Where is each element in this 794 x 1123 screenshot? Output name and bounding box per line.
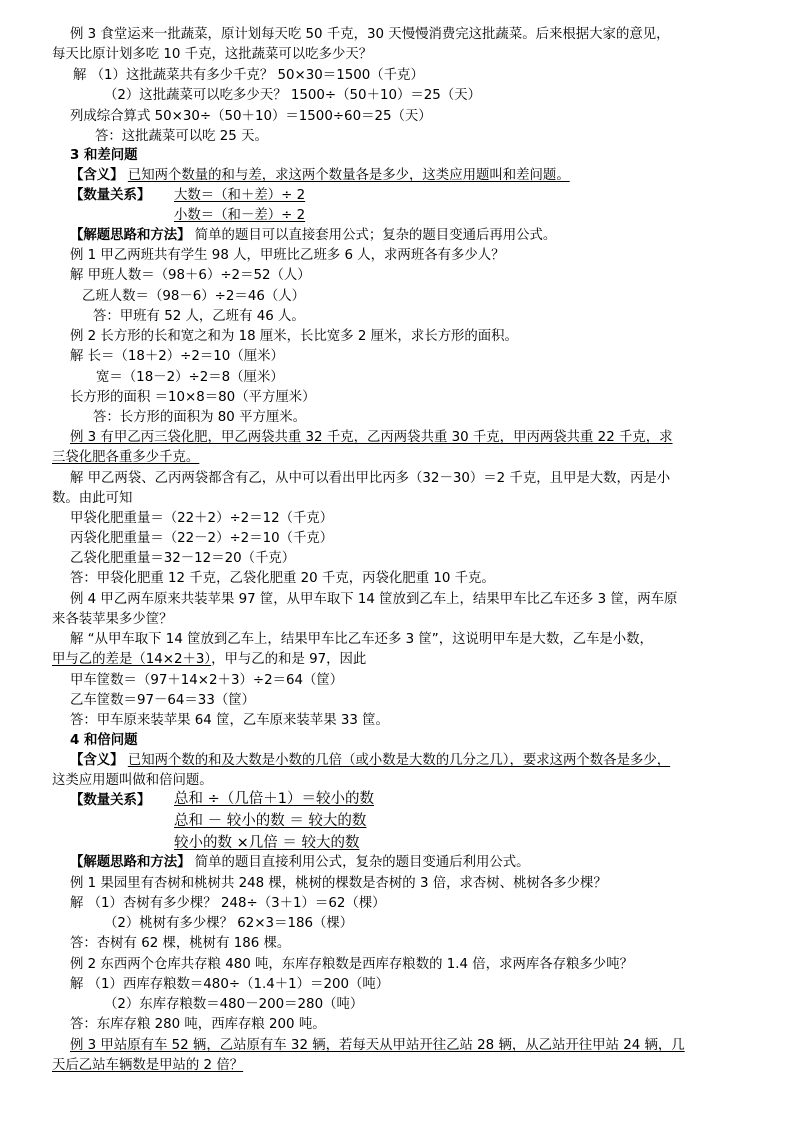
solution-step: 甲袋化肥重量＝（22＋2）÷2＝12（千克） [70,511,334,526]
relation-tag: 【数量关系】 [70,188,151,203]
solution-step: （2）桃树有多少棵？ 62×3＝186（棵） [104,916,354,931]
example-3: 例 3 有甲乙丙三袋化肥，甲乙两袋共重 32 千克，乙丙两袋共重 30 千克，甲丙两袋共重 22 千克，求 [70,430,673,445]
answer: 答：长方形的面积为 80 平方厘米。 [93,410,307,425]
definition [70,166,570,186]
solution-step: 解 长＝（18＋2）÷2＝10（厘米） [70,349,284,364]
relation [70,791,150,811]
example-3-cont: 三袋化肥各重多少千克。 [52,450,200,465]
answer: 答：甲袋化肥重 12 千克，乙袋化肥重 20 千克，丙袋化肥重 10 千克。 [70,571,495,586]
solution-step: 解 （1）这批蔬菜共有多少千克？ 50×30＝1500（千克） [73,68,424,83]
relation [70,186,150,206]
example-3: 例 3 甲站原有车 52 辆，乙站原有车 32 辆，若每天从甲站开往乙站 28 辆，从乙站开往甲站 24 辆，几 [70,1038,685,1053]
example-3-text-cont: 每天比原计划多吃 10 千克，这批蔬菜可以吃多少天？ [52,47,373,62]
answer: 答：这批蔬菜可以吃 25 天。 [95,129,268,144]
solution-step: 宽＝（18－2）÷2＝8（厘米） [96,370,284,385]
formula-small: 小数＝（和－差）÷ 2 [174,208,306,223]
relation-tag: 【数量关系】 [70,793,151,808]
method-tag: 【解题思路和方法】 [70,855,191,870]
sum-phrase: ，甲与乙的和是 97，因此 [211,652,367,667]
formula-big: 大数＝（和＋差）÷ 2 [174,188,306,203]
definition [70,751,670,771]
answer: 答：东库存粮 280 吨，西库存粮 200 吨。 [70,1017,326,1032]
solution-step: 甲车筐数＝（97＋14×2＋3）÷2＝64（筐） [70,673,344,688]
method [70,226,556,246]
method-tag: 【解题思路和方法】 [70,228,191,243]
solution-step: 乙袋化肥重量＝32－12＝20（千克） [70,551,296,566]
method-text: 简单的题目可以直接套用公式；复杂的题目变通后再用公式。 [194,228,557,243]
section-heading: 3 和差问题 [70,148,138,163]
example-2: 例 2 东西两个仓库共存粮 480 吨，东库存粮数是西库存粮数的 1.4 倍，求两库各存粮多少吨？ [70,957,633,972]
solution-step: 解 （1）杏树有多少棵？ 248÷（3＋1）＝62（棵） [70,896,386,911]
example-3-text: 例 3 食堂运来一批蔬菜，原计划每天吃 50 千克，30 天慢慢消费完这批蔬菜。后来根据大家的意见， [70,27,670,42]
solution-step: 丙袋化肥重量＝（22－2）÷2＝10（千克） [70,531,334,546]
example-4: 例 4 甲乙两车原来共装苹果 97 筐，从甲车取下 14 筐放到乙车上，结果甲车比乙车还多 3 筐，两车原 [70,592,678,607]
solution-step: 长方形的面积 ＝10×8＝80（平方厘米） [70,390,316,405]
section-heading: 4 和倍问题 [70,733,138,748]
solution-step: （2）东库存粮数＝480－200＝280（吨） [104,997,364,1012]
solution-step: 解 （1）西库存粮数＝480÷（1.4＋1）＝200（吨） [70,977,390,992]
combined-formula: 列成综合算式 50×30÷（50＋10）＝1500÷60＝25（天） [70,109,432,124]
example-4-cont: 来各装苹果多少筐？ [52,612,173,627]
method [70,853,530,873]
solution-step-cont: 数。由此可知 [52,491,133,506]
formula-multiple: 较小的数 ×几倍 ＝ 较大的数 [174,835,360,851]
answer: 答：杏树有 62 棵，桃树有 186 棵。 [70,936,291,951]
definition-tag: 【含义】 [70,168,124,183]
answer: 答：甲班有 52 人，乙班有 46 人。 [93,309,305,324]
difference-phrase: 甲与乙的差是（14×2＋3） [52,652,212,667]
solution-step: 乙车筐数＝97－64＝33（筐） [70,693,256,708]
solution-step-cont [52,650,366,670]
example-2: 例 2 长方形的长和宽之和为 18 厘米，长比宽多 2 厘米，求长方形的面积。 [70,329,518,344]
solution-step: 解 甲班人数＝（98＋6）÷2＝52（人） [70,268,311,283]
solution-step: 乙班人数＝（98－6）÷2＝46（人） [82,289,306,304]
formula-small-number: 总和 ÷（几倍＋1）＝较小的数 [174,791,374,807]
definition-cont: 这类应用题叫做和倍问题。 [52,773,213,788]
answer: 答：甲车原来装苹果 64 筐，乙车原来装苹果 33 筐。 [70,713,389,728]
example-3-cont: 天后乙站车辆数是甲站的 2 倍？ [52,1058,244,1073]
method-text: 简单的题目直接利用公式，复杂的题目变通后利用公式。 [194,855,530,870]
solution-step: （2）这批蔬菜可以吃多少天？ 1500÷（50＋10）＝25（天） [104,88,482,103]
definition-text: 已知两个数量的和与差，求这两个数量各是多少，这类应用题叫和差问题。 [127,168,570,183]
example-1: 例 1 果园里有杏树和桃树共 248 棵，桃树的棵数是杏树的 3 倍，求杏树、桃树各多少棵？ [70,876,607,891]
solution-step: 解 甲乙两袋、乙丙两袋都含有乙，从中可以看出甲比丙多（32－30）＝2 千克，且甲是大数，丙是小 [70,471,671,486]
example-1: 例 1 甲乙两班共有学生 98 人，甲班比乙班多 6 人，求两班各有多少人？ [70,248,505,263]
solution-step: 解 “从甲车取下 14 筐放到乙车上，结果甲车比乙车还多 3 筐”，这说明甲车是大数，乙车是小数， [70,632,653,647]
formula-big-number: 总和 － 较小的数 ＝ 较大的数 [174,813,367,829]
definition-text: 已知两个数的和及大数是小数的几倍（或小数是大数的几分之几），要求这两个数各是多少， [127,753,671,768]
definition-tag: 【含义】 [70,753,124,768]
